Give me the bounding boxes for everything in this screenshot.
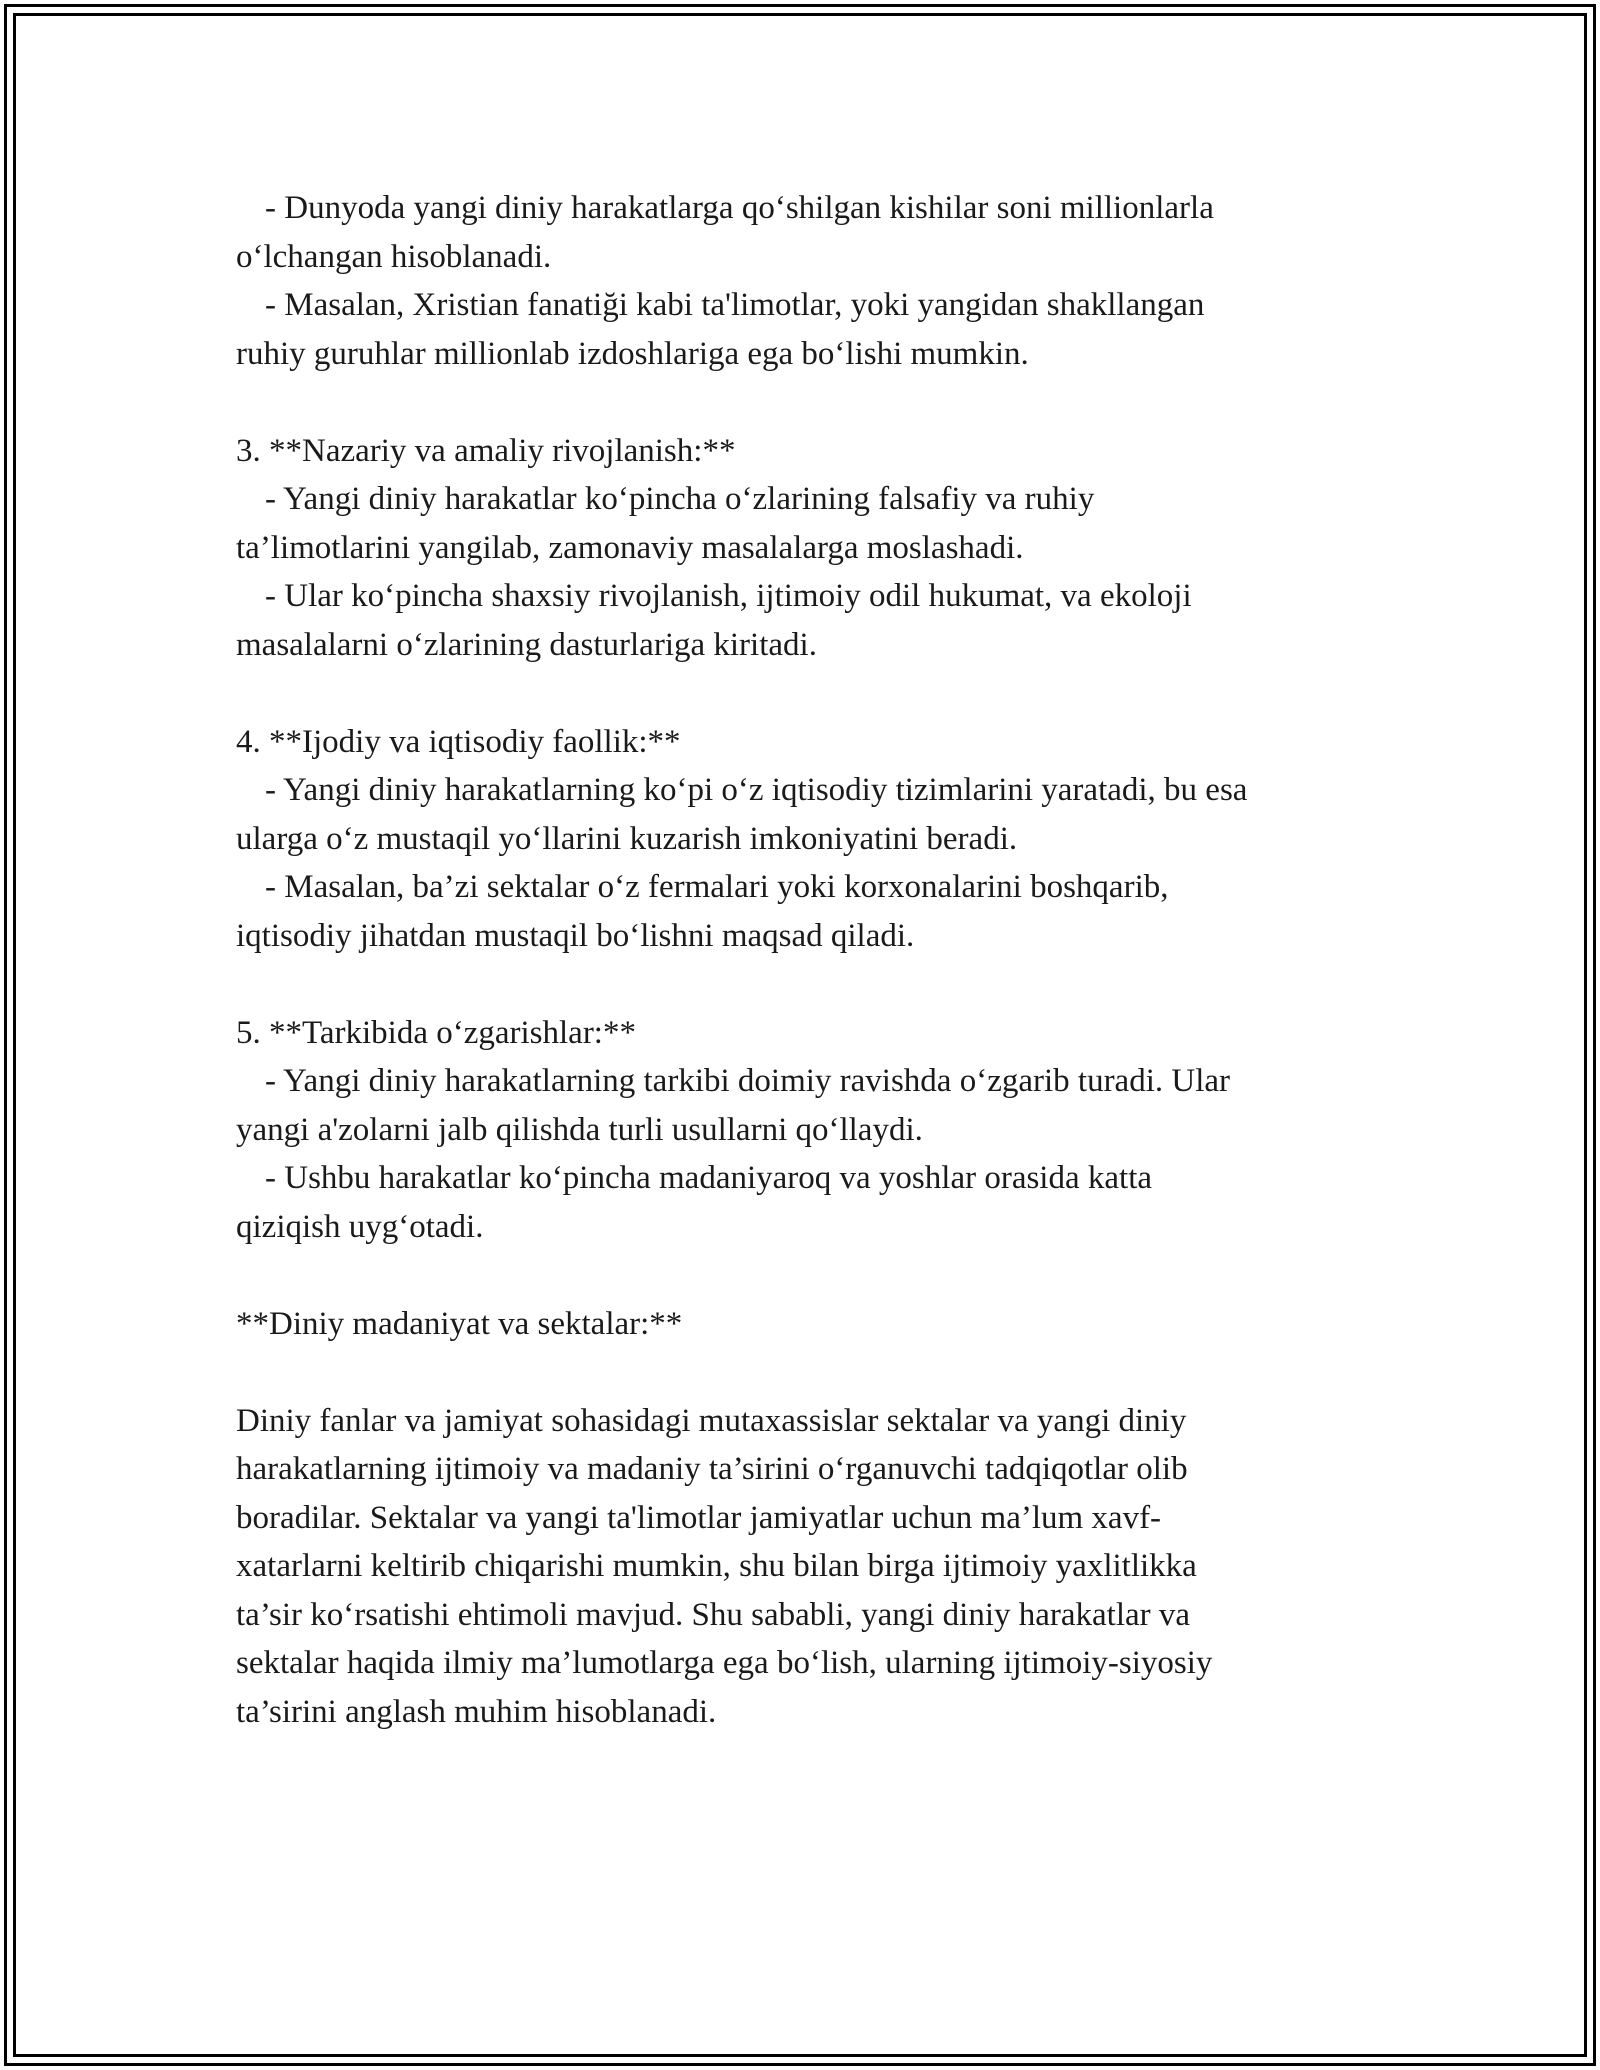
- text-line: qiziqish uyg‘otadi.: [236, 1208, 484, 1245]
- text-line: ularga o‘z mustaqil yo‘llarini kuzarish imkoniyatini beradi.: [236, 820, 1018, 857]
- text-line: o‘lchangan hisoblanadi.: [236, 238, 552, 275]
- blank-line: [236, 378, 1396, 427]
- text-line: - Yangi diniy harakatlarning ko‘pi o‘z iqtisodiy tizimlarini yaratadi, bu esa: [265, 772, 1248, 808]
- paragraph-line: Diniy fanlar va jamiyat sohasidagi mutaxassislar sektalar va yangi diniy: [236, 1402, 1187, 1439]
- text-line: - Dunyoda yangi diniy harakatlarga qo‘shilgan kishilar soni millionlarla: [265, 190, 1214, 226]
- text-line: ta’limotlarini yangilab, zamonaviy masalalarga moslashadi.: [236, 529, 1024, 566]
- paragraph-line: boradilar. Sektalar va yangi ta'limotlar jamiyatlar uchun ma’lum xavf-: [236, 1499, 1162, 1536]
- text-line: yangi a'zolarni jalb qilishda turli usullarni qo‘llaydi.: [236, 1111, 923, 1148]
- text-line: - Ushbu harakatlar ko‘pincha madaniyaroq va yoshlar orasida katta: [265, 1160, 1153, 1196]
- blank-line: [236, 669, 1396, 718]
- paragraph-line: ta’sirini anglash muhim hisoblanadi.: [236, 1693, 717, 1730]
- section-heading: 4. **Ijodiy va iqtisodiy faollik:**: [236, 723, 681, 760]
- section-heading: 3. **Nazariy va amaliy rivojlanish:**: [236, 432, 736, 469]
- section-heading: **Diniy madaniyat va sektalar:**: [236, 1305, 683, 1342]
- text-line: - Ular ko‘pincha shaxsiy rivojlanish, ijtimoiy odil hukumat, va ekoloji: [265, 578, 1192, 614]
- text-line: - Yangi diniy harakatlarning tarkibi doimiy ravishda o‘zgarib turadi. Ular: [265, 1063, 1231, 1099]
- paragraph-line: ta’sir ko‘rsatishi ehtimoli mavjud. Shu sababli, yangi diniy harakatlar va: [236, 1596, 1191, 1633]
- blank-line: [236, 960, 1396, 1009]
- text-line: - Yangi diniy harakatlar ko‘pincha o‘zlarining falsafiy va ruhiy: [265, 481, 1095, 517]
- text-line: iqtisodiy jihatdan mustaqil bo‘lishni maqsad qiladi.: [236, 917, 915, 954]
- paragraph-line: xatarlarni keltirib chiqarishi mumkin, shu bilan birga ijtimoiy yaxlitlikka: [236, 1548, 1197, 1584]
- paragraph-line: harakatlarning ijtimoiy va madaniy ta’sirini o‘rganuvchi tadqiqotlar olib: [236, 1451, 1188, 1487]
- text-line: ruhiy guruhlar millionlab izdoshlariga ega bo‘lishi mumkin.: [236, 335, 1029, 372]
- paragraph-line: sektalar haqida ilmiy ma’lumotlarga ega bo‘lish, ularning ijtimoiy-siyosiy: [236, 1645, 1213, 1681]
- text-line: - Masalan, ba’zi sektalar o‘z fermalari yoki korxonalarini boshqarib,: [265, 869, 1169, 905]
- blank-line: [236, 1348, 1396, 1397]
- text-line: - Masalan, Xristian fanatiği kabi ta'limotlar, yoki yangidan shakllangan: [265, 287, 1205, 323]
- text-line: masalalarni o‘zlarining dasturlariga kiritadi.: [236, 626, 817, 663]
- document-body: [236, 184, 1396, 1736]
- blank-line: [236, 1251, 1396, 1300]
- section-heading: 5. **Tarkibida o‘zgarishlar:**: [236, 1014, 636, 1051]
